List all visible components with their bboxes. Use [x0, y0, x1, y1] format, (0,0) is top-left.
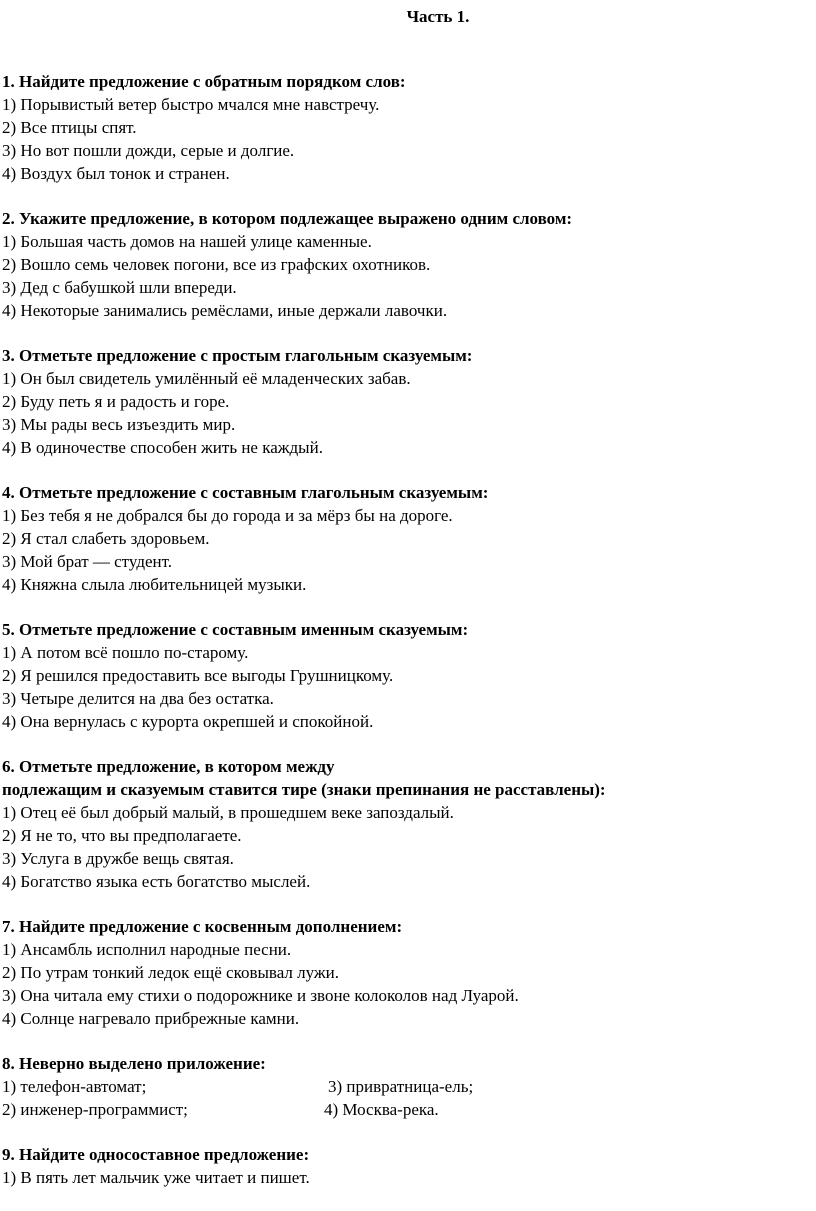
question-title: 9. Найдите односоставное предложение: — [2, 1145, 310, 1164]
questions-list — [2, 70, 802, 1211]
answer-option: 3) Дед с бабушкой шли впереди. — [2, 278, 237, 297]
answer-option: 2) инженер-программист; — [2, 1100, 188, 1119]
question-title: 8. Неверно выделено приложение: — [2, 1054, 266, 1073]
question-1 — [2, 70, 802, 185]
answer-option: 3) привратница-ель; — [328, 1077, 474, 1096]
question-title: 6. Отметьте предложение, в котором между — [2, 757, 335, 776]
answer-option: 4) Воздух был тонок и странен. — [2, 164, 230, 183]
answer-option: 1) Он был свидетель умилённый её младенческих забав. — [2, 369, 411, 388]
answer-option: 1) А потом всё пошло по-старому. — [2, 643, 249, 662]
question-title: 1. Найдите предложение с обратным порядком слов: — [2, 72, 406, 91]
answer-option: 2) Буду петь я и радость и горе. — [2, 392, 230, 411]
question-8 — [2, 1052, 802, 1121]
answer-option: 2) Все птицы спят. — [2, 118, 137, 137]
answer-option: 2) Я не то, что вы предполагаете. — [2, 826, 242, 845]
question-title: 3. Отметьте предложение с простым глагольным сказуемым: — [2, 346, 473, 365]
question-title: 2. Укажите предложение, в котором подлежащее выражено одним словом: — [2, 209, 573, 228]
answer-option: 4) В одиночестве способен жить не каждый. — [2, 438, 323, 457]
answer-option: 3) Услуга в дружбе вещь святая. — [2, 849, 234, 868]
question-2 — [2, 207, 802, 322]
answer-row — [2, 1098, 802, 1121]
answer-option: 2) Вошло семь человек погони, все из графских охотников. — [2, 255, 431, 274]
question-4 — [2, 481, 802, 596]
answer-option: 2) Я решился предоставить все выгоды Грушницкому. — [2, 666, 394, 685]
answer-option: 1) Большая часть домов на нашей улице каменные. — [2, 232, 372, 251]
answer-option: 4) Княжна слыла любительницей музыки. — [2, 575, 307, 594]
answer-option: 1) Отец её был добрый малый, в прошедшем веке запоздалый. — [2, 803, 454, 822]
question-title-line2: подлежащим и сказуемым ставится тире (знаки препинания не расставлены): — [2, 780, 606, 799]
question-3 — [2, 344, 802, 459]
answer-option: 4) Богатство языка есть богатство мыслей. — [2, 872, 311, 891]
answer-option: 3) Мы рады весь изъездить мир. — [2, 415, 236, 434]
answer-option: 3) Она читала ему стихи о подорожнике и звоне колоколов над Луарой. — [2, 986, 519, 1005]
question-7 — [2, 915, 802, 1030]
question-5 — [2, 618, 802, 733]
answer-option: 1) Ансамбль исполнил народные песни. — [2, 940, 292, 959]
answer-option: 4) Москва-река. — [324, 1100, 439, 1119]
part-title: Часть 1. — [406, 7, 470, 26]
answer-option: 1) В пять лет мальчик уже читает и пишет. — [2, 1168, 310, 1187]
question-title: 4. Отметьте предложение с составным глагольным сказуемым: — [2, 483, 489, 502]
question-title: 5. Отметьте предложение с составным именным сказуемым: — [2, 620, 469, 639]
question-title: 7. Найдите предложение с косвенным дополнением: — [2, 917, 403, 936]
answer-option: 2) Я стал слабеть здоровьем. — [2, 529, 210, 548]
answer-option: 4) Некоторые занимались ремёслами, иные держали лавочки. — [2, 301, 448, 320]
question-9 — [2, 1143, 802, 1189]
answer-option: 3) Мой брат — студент. — [2, 552, 173, 571]
answer-option: 4) Она вернулась с курорта окрепшей и спокойной. — [2, 712, 374, 731]
answer-option: 4) Солнце нагревало прибрежные камни. — [2, 1009, 300, 1028]
answer-row — [2, 1075, 802, 1098]
answer-option: 2) По утрам тонкий ледок ещё сковывал лужи. — [2, 963, 340, 982]
answer-option: 3) Четыре делится на два без остатка. — [2, 689, 274, 708]
answer-option: 1) Без тебя я не добрался бы до города и за мёрз бы на дороге. — [2, 506, 453, 525]
question-6 — [2, 755, 802, 893]
answer-option: 1) телефон-автомат; — [2, 1077, 147, 1096]
answer-option: 1) Порывистый ветер быстро мчался мне навстречу. — [2, 95, 380, 114]
answer-option: 3) Но вот пошли дожди, серые и долгие. — [2, 141, 295, 160]
